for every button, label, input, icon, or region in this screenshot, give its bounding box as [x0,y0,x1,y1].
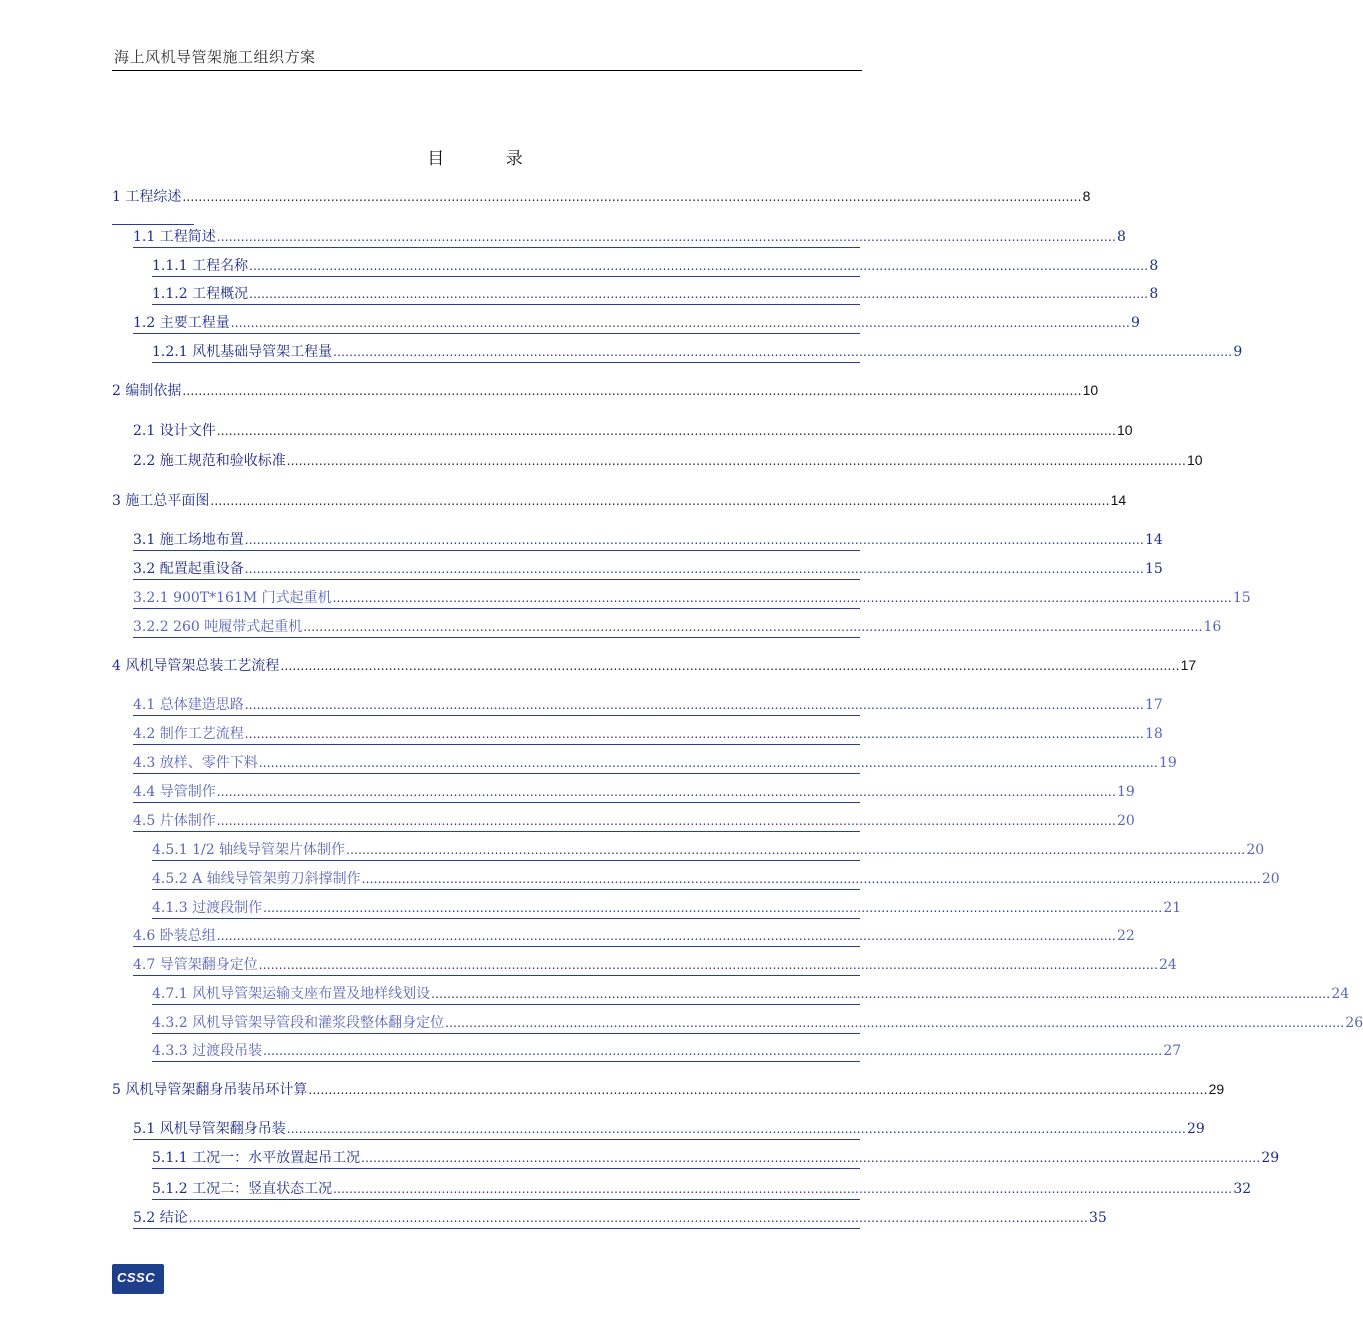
toc-entry[interactable] [133,695,1163,716]
toc-leader: ................................................................................................................................................................................................................................ [216,230,1116,244]
toc-entry-page: 32 [1233,1181,1252,1197]
toc-entry-label: 4.7.1 风机导管架运输支座布置及地样线划设 [152,986,431,1002]
toc-entry-label: 3.2.2 260 吨履带式起重机 [133,619,303,635]
toc-entry[interactable] [133,1208,1107,1229]
toc-entry[interactable] [152,342,1243,363]
toc-leader: ................................................................................................................................................................................................................................ [244,727,1144,741]
toc-entry-label: 5 风机导管架翻身吊装吊环计算 [112,1082,308,1098]
toc-entry-page: 19 [1158,755,1177,771]
toc-entry-label: 施工规范和验收标准 [159,452,286,468]
toc-leader: ................................................................................................................................................................................................................................ [216,424,1116,438]
toc-entry-label: 4.3 放样、零件下料 [133,755,258,771]
toc-entry-page: 8 [1149,258,1159,274]
toc-entry-page: 19 [1116,784,1135,800]
toc-entry-label: 5.1 风机导管架翻身吊装 [133,1121,286,1137]
toc-entry-label: 4.5 片体制作 [133,813,216,829]
toc-leader: ................................................................................................................................................................................................................................ [361,1151,1261,1165]
toc-entry[interactable] [152,256,1159,277]
toc-leader: ................................................................................................................................................................................................................................ [361,872,1261,886]
toc-entry[interactable] [133,782,1135,803]
toc-entry[interactable] [112,655,1197,675]
toc-title: 目 录 [427,149,551,169]
toc-leader: ................................................................................................................................................................................................................................ [286,1122,1186,1136]
toc-entry[interactable] [152,1148,1280,1169]
toc-entry[interactable] [152,840,1265,861]
toc-entry-page: 10 [1186,452,1203,468]
toc-entry[interactable] [112,186,1091,206]
toc-entry-page: 17 [1144,697,1163,713]
toc-entry-label: 1.2.1 风机基础导管架工程量 [152,344,333,360]
toc-entry[interactable] [133,450,1203,470]
page-header [112,44,862,71]
toc-leader: ................................................................................................................................................................................................................................ [244,533,1144,547]
toc-entry-label: 4.1 总体建造思路 [133,697,244,713]
toc-leader: ................................................................................................................................................................................................................................ [249,287,1149,301]
toc-entry-page: 20 [1116,813,1135,829]
toc-leader: ................................................................................................................................................................................................................................ [244,698,1144,712]
toc-entry-label: 4.6 卧装总组 [133,928,216,944]
toc-entry[interactable] [152,1013,1363,1034]
toc-entry-label: 1.1 工程简述 [133,229,216,245]
toc-entry[interactable] [133,530,1163,551]
toc-leader: ................................................................................................................................................................................................................................ [332,591,1232,605]
toc-entry[interactable] [133,926,1135,947]
toc-leader: ................................................................................................................................................................................................................................ [216,785,1116,799]
toc-entry-label: 3.1 施工场地布置 [133,532,244,548]
toc-entry[interactable] [152,984,1350,1005]
toc-leader: ................................................................................................................................................................................................................................ [258,958,1158,972]
toc-leader: ................................................................................................................................................................................................................................ [188,1211,1088,1225]
toc-entry[interactable] [152,1041,1182,1062]
toc-entry[interactable] [152,869,1280,890]
title-underline [112,224,194,225]
toc-entry-label: 4.5.2 A 轴线导管架剪刀斜撑制作 [152,871,361,887]
toc-entry-label: 4.1.3 过渡段制作 [152,900,263,916]
toc-entry[interactable] [112,1079,1225,1099]
toc-leader: ................................................................................................................................................................................................................................ [263,901,1163,915]
toc-leader: ................................................................................................................................................................................................................................ [308,1083,1208,1097]
toc-entry-label: 1 工程综述 [112,189,182,205]
toc-entry-number: 2.2 [133,453,160,469]
toc-entry-page: 9 [1233,344,1243,360]
toc-entry-label: 4.4 导管制作 [133,784,216,800]
toc-entry[interactable] [112,380,1099,400]
toc-entry-page: 20 [1261,871,1280,887]
toc-entry-page: 16 [1203,619,1222,635]
toc-leader: ................................................................................................................................................................................................................................ [263,1044,1163,1058]
toc-leader: ................................................................................................................................................................................................................................ [303,620,1203,634]
toc-entry-page: 14 [1144,532,1163,548]
toc-leader: ................................................................................................................................................................................................................................ [333,345,1233,359]
toc-entry-page: 15 [1144,561,1163,577]
toc-entry-page: 24 [1331,986,1350,1002]
toc-entry[interactable] [133,724,1163,745]
toc-entry-label: 5.2 结论 [133,1210,188,1226]
toc-entry-label: 4.3.3 过渡段吊装 [152,1043,263,1059]
toc-entry-page: 29 [1208,1081,1225,1097]
toc-entry-label: 4.2 制作工艺流程 [133,726,244,742]
toc-entry-page: 8 [1116,229,1126,245]
toc-entry[interactable] [152,284,1159,305]
toc-entry-page: 17 [1180,657,1197,673]
toc-leader: ................................................................................................................................................................................................................................ [333,1182,1233,1196]
toc-entry[interactable] [133,420,1133,440]
toc-entry-label: 3.2 配置起重设备 [133,561,244,577]
toc-entry-page: 18 [1144,726,1163,742]
toc-leader: ................................................................................................................................................................................................................................ [286,454,1186,468]
toc-entry-page: 35 [1088,1210,1107,1226]
toc-leader: ................................................................................................................................................................................................................................ [230,316,1130,330]
toc-entry-page: 24 [1158,957,1177,973]
toc-entry[interactable] [133,955,1177,976]
toc-entry-label: 1.2 主要工程量 [133,315,230,331]
toc-entry-page: 21 [1163,900,1182,916]
toc-entry[interactable] [133,1119,1205,1140]
logo-text: CSSC [117,1270,156,1285]
toc-entry-page: 8 [1149,286,1159,302]
toc-entry[interactable] [152,1179,1252,1200]
toc-entry-label: 4.7 导管架翻身定位 [133,957,258,973]
toc-leader: ................................................................................................................................................................................................................................ [431,987,1331,1001]
cssc-logo [112,1264,164,1294]
toc-leader: ................................................................................................................................................................................................................................ [216,814,1116,828]
toc-entry-page: 26 [1345,1015,1363,1031]
toc-entry-page: 9 [1130,315,1140,331]
toc-entry[interactable] [133,227,1126,248]
toc-entry-page: 29 [1186,1121,1205,1137]
toc-leader: ................................................................................................................................................................................................................................ [258,756,1158,770]
toc-entry-page: 27 [1163,1043,1182,1059]
toc-entry[interactable] [133,617,1222,638]
toc-entry[interactable] [133,313,1140,334]
toc-entry-label: 5.1.2 工况二：竖直状态工况 [152,1181,333,1197]
toc-leader: ................................................................................................................................................................................................................................ [216,929,1116,943]
toc-entry-page: 10 [1116,422,1133,438]
toc-entry[interactable] [112,490,1127,510]
toc-entry-number: 2.1 [133,423,160,439]
header-title: 海上风机导管架施工组织方案 [114,48,316,66]
toc-entry-label: 3.2.1 900T*161M 门式起重机 [133,590,332,606]
toc-entry-label: 5.1.1 工况一：水平放置起吊工况 [152,1150,361,1166]
toc-leader: ................................................................................................................................................................................................................................ [182,190,1082,204]
toc-entry-label: 1.1.2 工程概况 [152,286,249,302]
toc-entry-label: 4.3.2 风机导管架导管段和灌浆段整体翻身定位 [152,1015,445,1031]
toc-entry-label: 设计文件 [159,422,216,438]
toc-entry[interactable] [152,898,1182,919]
toc-entry-page: 10 [1082,382,1099,398]
toc-entry[interactable] [133,559,1163,580]
toc-leader: ................................................................................................................................................................................................................................ [244,562,1144,576]
toc-entry[interactable] [133,588,1251,609]
toc-leader: ................................................................................................................................................................................................................................ [346,843,1246,857]
toc-entry-label: 2 编制依据 [112,383,182,399]
toc-entry-label: 4.5.1 1/2 轴线导管架片体制作 [152,842,346,858]
toc-entry-label: 3 施工总平面图 [112,493,210,509]
toc-entry-page: 22 [1116,928,1135,944]
toc-entry[interactable] [133,811,1135,832]
toc-leader: ................................................................................................................................................................................................................................ [445,1016,1345,1030]
toc-entry-page: 20 [1246,842,1265,858]
toc-entry-page: 14 [1110,492,1127,508]
toc-leader: ................................................................................................................................................................................................................................ [280,659,1180,673]
toc-entry-page: 29 [1261,1150,1280,1166]
toc-leader: ................................................................................................................................................................................................................................ [182,384,1082,398]
toc-entry-page: 8 [1082,188,1091,204]
toc-leader: ................................................................................................................................................................................................................................ [249,259,1149,273]
toc-entry[interactable] [133,753,1177,774]
toc-entry-label: 4 风机导管架总装工艺流程 [112,658,280,674]
toc-leader: ................................................................................................................................................................................................................................ [210,494,1110,508]
toc-entry-label: 1.1.1 工程名称 [152,258,249,274]
toc-entry-page: 15 [1232,590,1251,606]
